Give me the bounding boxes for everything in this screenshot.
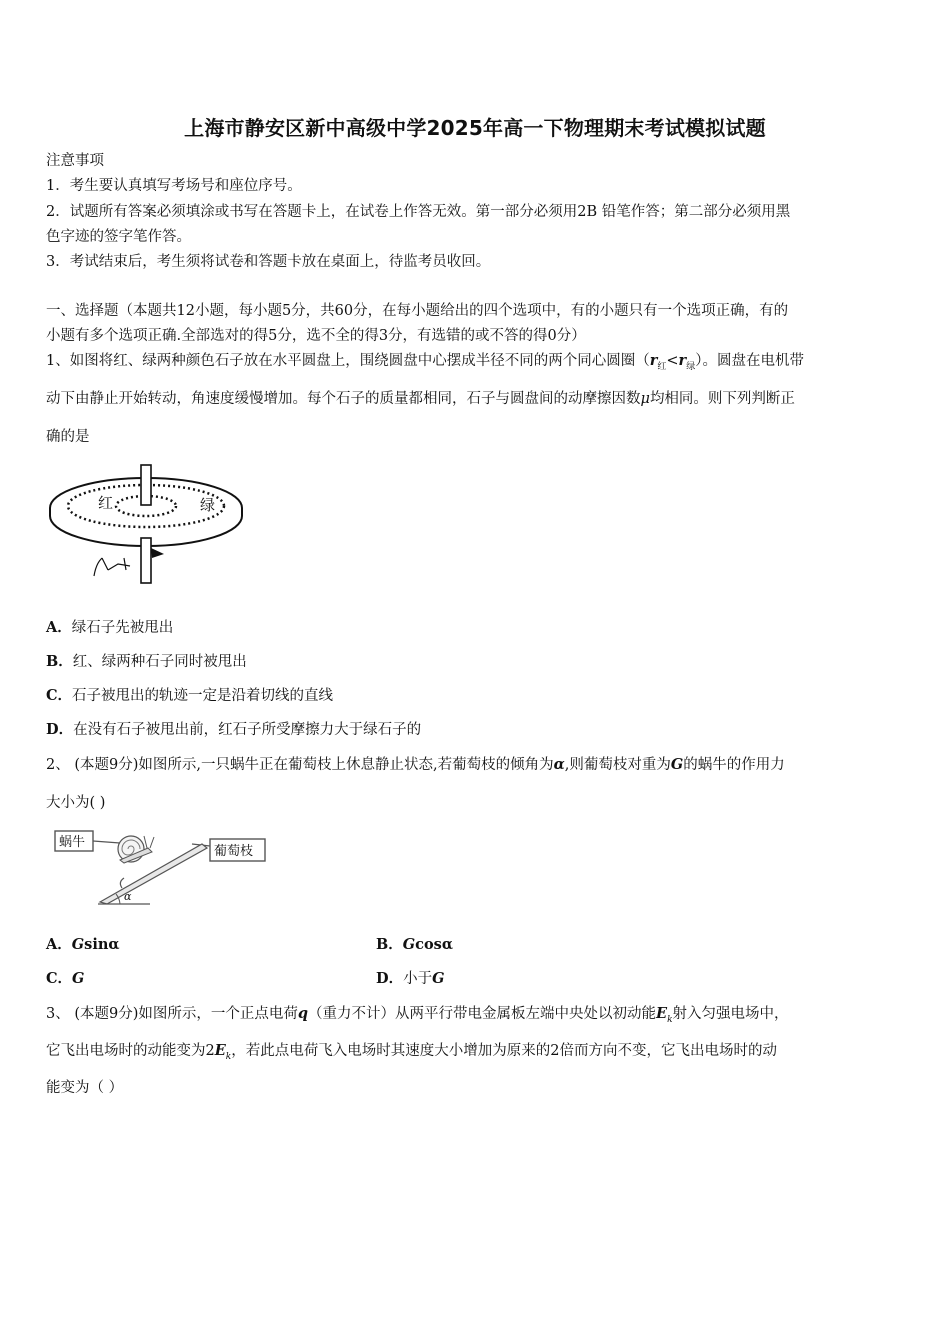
q2-line1: 2、 (本题9分)如图所示,一只蜗牛正在葡萄枝上休息静止状态,若葡萄枝的倾角为α,则葡萄枝对重为G的蜗牛的作用力 <box>46 756 785 773</box>
notice-item-3: 3．考试结束后，考生须将试卷和答题卡放在桌面上，待监考员收回。 <box>46 254 491 270</box>
angle-alpha-label: α <box>124 890 132 903</box>
section-heading-line1: 一、选择题（本题共12小题，每小题5分，共60分，在每小题给出的四个选项中，有的小题只有一个选项正确，有的 <box>46 303 789 319</box>
turntable-figure <box>44 460 254 590</box>
q3-line3: 能变为（ ） <box>46 1080 124 1096</box>
q2-option-c[interactable]: C．G <box>46 970 85 987</box>
q2-option-d[interactable]: D．小于G <box>376 970 445 987</box>
notice-item-2: 2．试题所有答案必须填涂或书写在答题卡上，在试卷上作答无效。第一部分必须用2B 铅笔作答；第二部分必须用黑 <box>46 204 791 220</box>
q1-line1: 1、如图将红、绿两种颜色石子放在水平圆盘上，围绕圆盘中心摆成半径不同的两个同心圆圈$(r_红<r_绿)$。圆盘在电机带 <box>46 352 804 372</box>
snail-label: 蜗牛 <box>59 835 86 850</box>
figure-label-green: 绿 <box>200 496 216 514</box>
q1-line2: 动下由静止开始转动，角速度缓慢增加。每个石子的质量都相同，石子与圆盘间的动摩擦因数μ均相同。则下列判断正 <box>46 391 795 407</box>
q2-line2: 大小为( ) <box>46 795 106 811</box>
page-title: 上海市静安区新中高级中学2025年高一下物理期末考试模拟试题 <box>184 116 766 140</box>
notice-item-2-cont: 色字迹的签字笔作答。 <box>46 229 191 245</box>
q1-option-b[interactable]: B．红、绿两种石子同时被甩出 <box>46 653 247 670</box>
vine-label: 葡萄枝 <box>214 844 254 859</box>
notice-heading: 注意事项 <box>46 153 104 169</box>
q1-option-d[interactable]: D．在没有石子被甩出前，红石子所受摩擦力大于绿石子的 <box>46 721 422 738</box>
q2-option-a[interactable]: A．Gsinα <box>46 936 120 953</box>
section-heading-line2: 小题有多个选项正确.全部选对的得5分，选不全的得3分，有选错的或不答的得0分） <box>46 328 586 344</box>
q2-option-b[interactable]: B．Gcosα <box>376 936 453 953</box>
snail-figure <box>52 826 272 910</box>
q1-option-c[interactable]: C．石子被甩出的轨迹一定是沿着切线的直线 <box>46 687 334 704</box>
q1-line3: 确的是 <box>46 429 90 445</box>
q3-line1: 3、 (本题9分)如图所示，一个正点电荷q（重力不计）从两平行带电金属板左端中央处以初动能$E_k$射入匀强电场中， <box>46 1005 789 1025</box>
notice-item-1: 1．考生要认真填写考场号和座位序号。 <box>46 178 302 194</box>
q1-option-a[interactable]: A．绿石子先被甩出 <box>46 619 174 636</box>
q3-line2: 它飞出电场时的动能变为$2E_k$，若此点电荷飞入电场时其速度大小增加为原来的2倍而方向不变，它飞出电场时的动 <box>46 1042 777 1062</box>
figure-label-red: 红 <box>98 494 114 512</box>
